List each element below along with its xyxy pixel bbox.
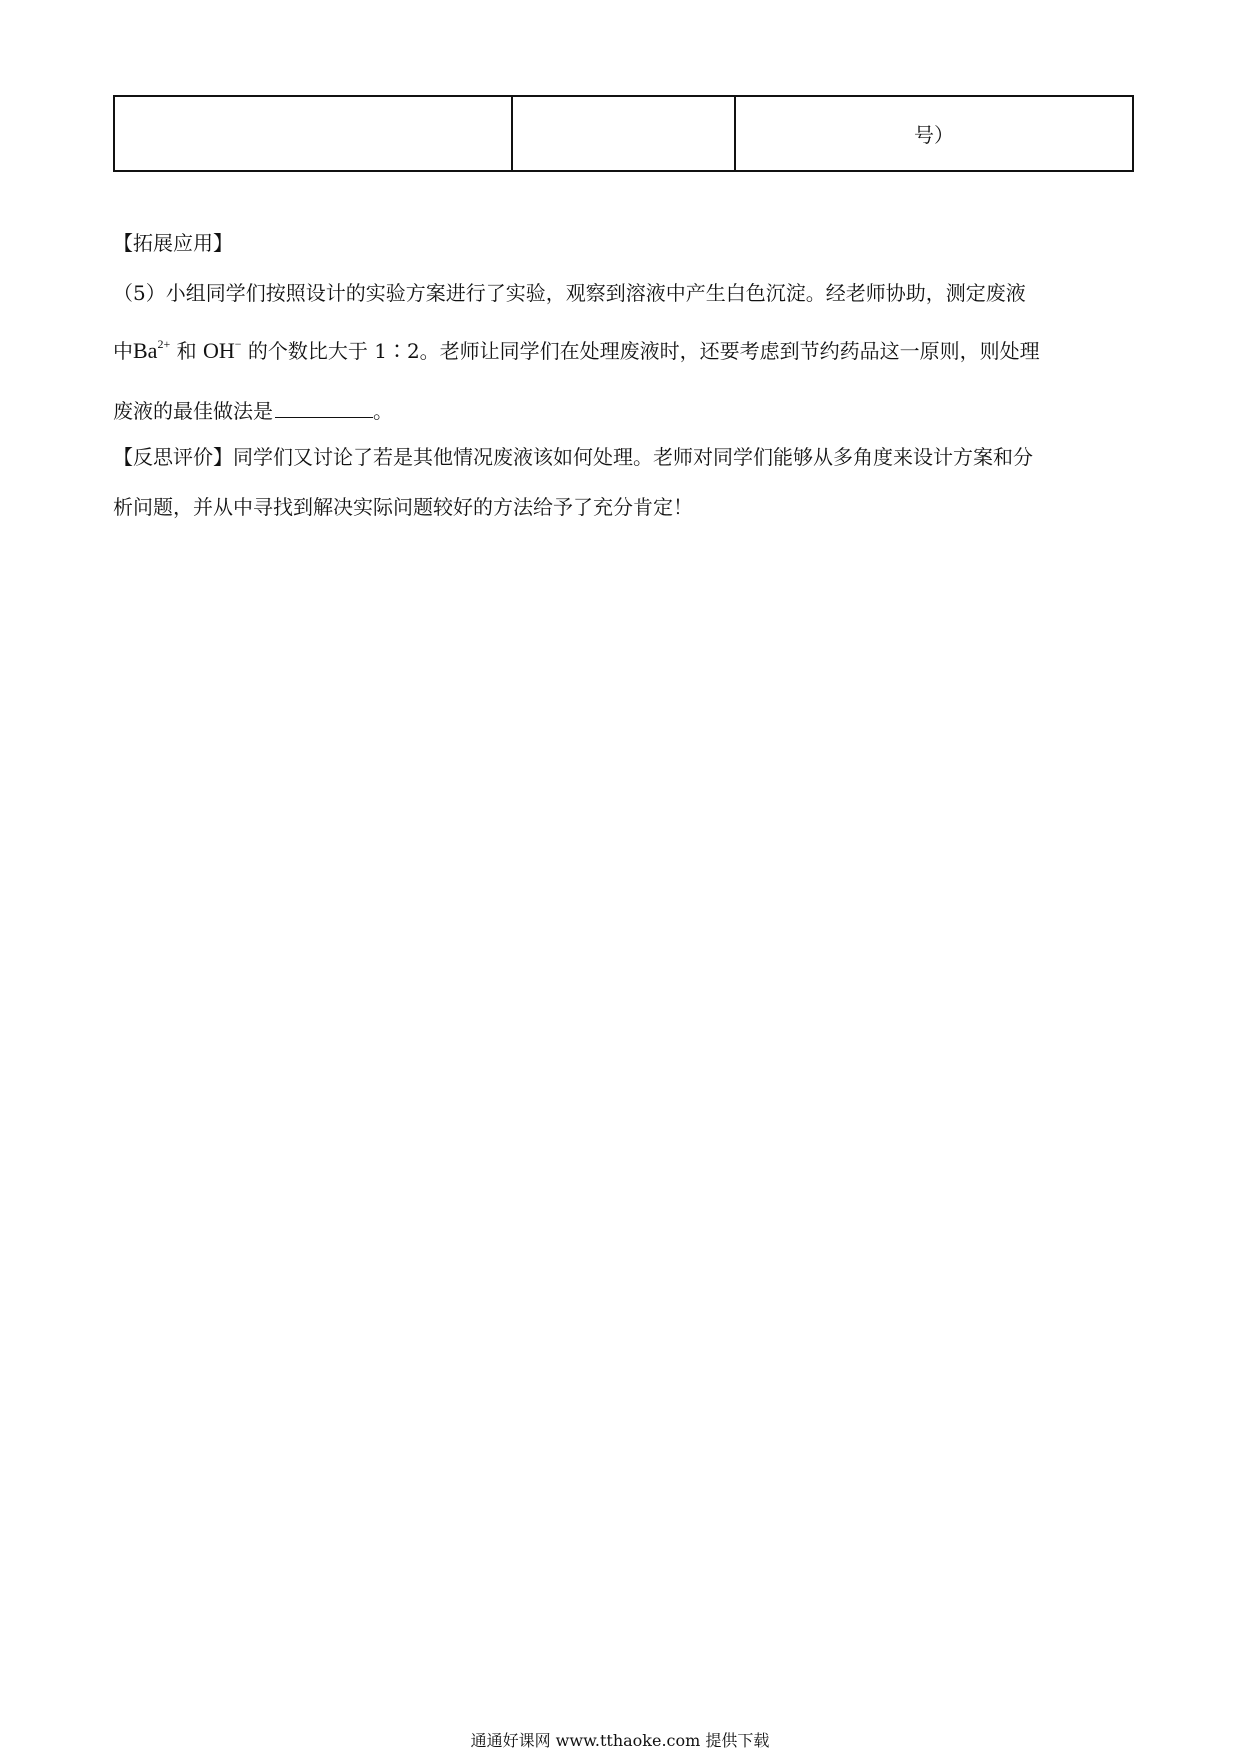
table-cell-3: 号） — [735, 96, 1133, 171]
page-footer: 通通好课网 www.tthaoke.com 提供下载 — [470, 1731, 770, 1750]
q5-line3-prefix: 废液的最佳做法是 — [113, 399, 273, 423]
barium-symbol: Ba — [133, 338, 158, 363]
reflection-line-2: 析问题，并从中寻找到解决实际问题较好的方法给予了充分肯定！ — [113, 495, 693, 519]
hydroxide-ion — [203, 338, 242, 363]
barium-ion — [133, 338, 170, 363]
question-5-line-2 — [113, 337, 1040, 364]
q5-and: 和 — [170, 339, 203, 363]
reflection-line-1: 【反思评价】同学们又讨论了若是其他情况废液该如何处理。老师对同学们能够从多角度来设计方案和分 — [113, 445, 1033, 469]
answer-table — [113, 95, 1134, 172]
q5-prefix: 中 — [113, 339, 133, 363]
q5-line3-suffix: 。 — [373, 399, 393, 423]
table-cell-1 — [114, 96, 512, 171]
barium-charge: 2+ — [157, 337, 171, 351]
question-5-line-1: （5）小组同学们按照设计的实验方案进行了实验，观察到溶液中产生白色沉淀。经老师协助，测定废液 — [113, 281, 1026, 305]
answer-blank[interactable] — [275, 399, 373, 418]
table-row — [114, 96, 1133, 171]
extension-heading: 【拓展应用】 — [113, 231, 233, 255]
question-5-line-3 — [113, 399, 393, 421]
hydroxide-symbol: OH — [202, 338, 235, 363]
q5-suffix: 的个数比大于 1∶2。老师让同学们在处理废液时，还要考虑到节约药品这一原则，则处理 — [241, 339, 1040, 363]
hydroxide-charge: − — [234, 337, 242, 351]
table-cell-2 — [512, 96, 735, 171]
